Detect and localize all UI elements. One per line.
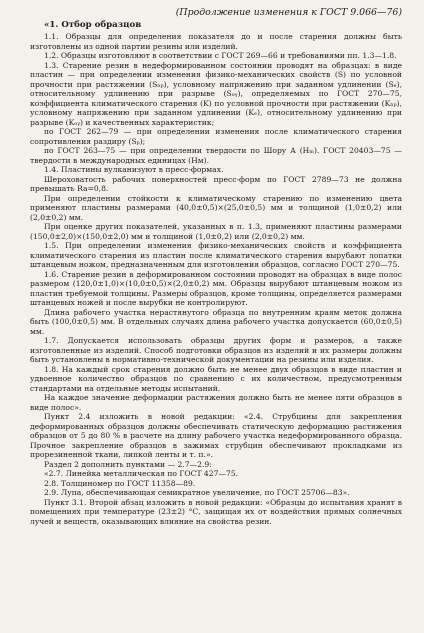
paragraph: При оценке других показателей, указанных в п. 1.3, применяют пластины размерами (150,0±2,0)×(150,0±2,0) мм и толщиной (1,0±0,2) или (2,0±0,2) мм. <box>30 222 402 241</box>
paragraph: 2.9. Лупа, обеспечивающая семикратное увеличение, по ГОСТ 25706—83». <box>44 488 350 497</box>
document-body <box>30 32 402 526</box>
paragraph: На каждое значение деформации растяжения должно быть не менее пяти образцов в виде полос». <box>30 393 402 412</box>
paragraph: 1.4. Пластины вулканизуют в пресс-формах. <box>44 165 224 174</box>
paragraph: 1.6. Старение резин в деформированном состоянии проводят на образцах в виде полос размером (120,0±1,0)×(10,0±0,5)×(2,0±0,2) мм. Образцы вырубают штанцевым ножом из пластин требуемой толщины. Размеры образцов, кроме толщины, определяется размерами штанцевых ножей и после вырубки не контролируют. <box>30 269 402 307</box>
paragraph: Пункт 3.1. Второй абзац изложить в новой редакции: «Образцы до испытания хранят в помещениях при температуре (23±2) °С, защищая их от воздействия прямых солнечных лучей и веществ, оказывающих влияние на свойства резин. <box>30 497 402 526</box>
continuation-header: (Продолжение изменения к ГОСТ 9.066—76) <box>175 7 402 18</box>
paragraph: по ГОСТ 263—75 — при определении твердости по Шору А (Hₘ). ГОСТ 20403—75 — твердости в международных единицах (Hм). <box>30 146 402 165</box>
paragraph: 1.8. На каждый срок старения должно быть не менее двух образцов в виде пластин и удвоенное количество образцов по сравнению с их количеством, предусмотренным стандартами на отдельные методы испытаний. <box>30 364 402 393</box>
paragraph: 1.5. При определении изменения физико-механических свойств и коэффициента климатического старения из пластин после климатического старения вырубают лопатки штанцевым ножом, предназначенным для изготовления образцов, согласно ГОСТ 270—75. <box>30 241 402 269</box>
paragraph: Длина рабочего участка нерастянутого образца по внутренним краям меток должна быть (100,0±0,5) мм. В отдельных случаях длина рабочего участка допускается (60,0±0,5) мм. <box>30 307 402 336</box>
paragraph: по ГОСТ 262—79 — при определении изменения после климатического старения сопротивления раздиру (Sₚ); <box>30 127 402 146</box>
section-title: «1. Отбор образцов <box>44 20 142 30</box>
paragraph: Пункт 2.4 изложить в новой редакции: «2.4. Струбцины для закрепления деформированных образцов должны обеспечивать статическую деформацию растяжения образцов от 5 до 80 % в расчете на длину рабочего участка недеформированного образца. Прочное закрепление образцов в зажимах струбцин обеспечивают прокладками из прорезиненной ткани, липкой ленты и т. п.». <box>30 412 402 459</box>
paragraph: 1.2. Образцы изготовляют в соответствии с ГОСТ 269—66 и требованиями пп. 1.3—1.8. <box>44 51 397 60</box>
paragraph: При определении стойкости к климатическому старению по изменению цвета применяют пластины размерами (40,0±0,5)×(25,0±0,5) мм и толщиной (1,0±0,2) или (2,0±0,2) мм. <box>30 193 402 222</box>
paragraph: «2.7. Линейка металлическая по ГОСТ 427—75. <box>44 469 239 478</box>
paragraph: Шероховатость рабочих поверхностей пресс-форм по ГОСТ 2789—73 не должна превышать Ra=0,8. <box>30 174 402 193</box>
paragraph: 1.3. Старение резин в недеформированном состоянии проводят на образцах: в виде пластин — при определении изменения физико-механических свойств (S) по условной прочности при растяжении (Sₙₚ), условному напряжению при заданном удлинении (Sₑ), относительному удлинению при разрыве (Sₒᵧ), определяемых по ГОСТ 270—75, коэффициента климатического старения (K) по условной прочности при растяжении (Kₙₚ), условному напряжению при заданном удлинении (Kₑ), относительному удлинению при разрыве (Kₒᵧ) и качественных характеристик; <box>30 60 402 127</box>
paragraph: 2.8. Толщиномер по ГОСТ 11358—89. <box>44 478 196 488</box>
paragraph: 1.1. Образцы для определения показателя до и после старения должны быть изготовлены из одной партии резины или изделий. <box>30 32 402 51</box>
paragraph: 1.7. Допускается использовать образцы других форм и размеров, а также изготовленные из изделий. Способ подготовки образцов из изделий и их размеры должны быть установлены в нормативно-технической документации на резины или изделия. <box>30 336 402 364</box>
paragraph: Раздел 2 дополнить пунктами — 2.7—2.9: <box>44 459 212 469</box>
